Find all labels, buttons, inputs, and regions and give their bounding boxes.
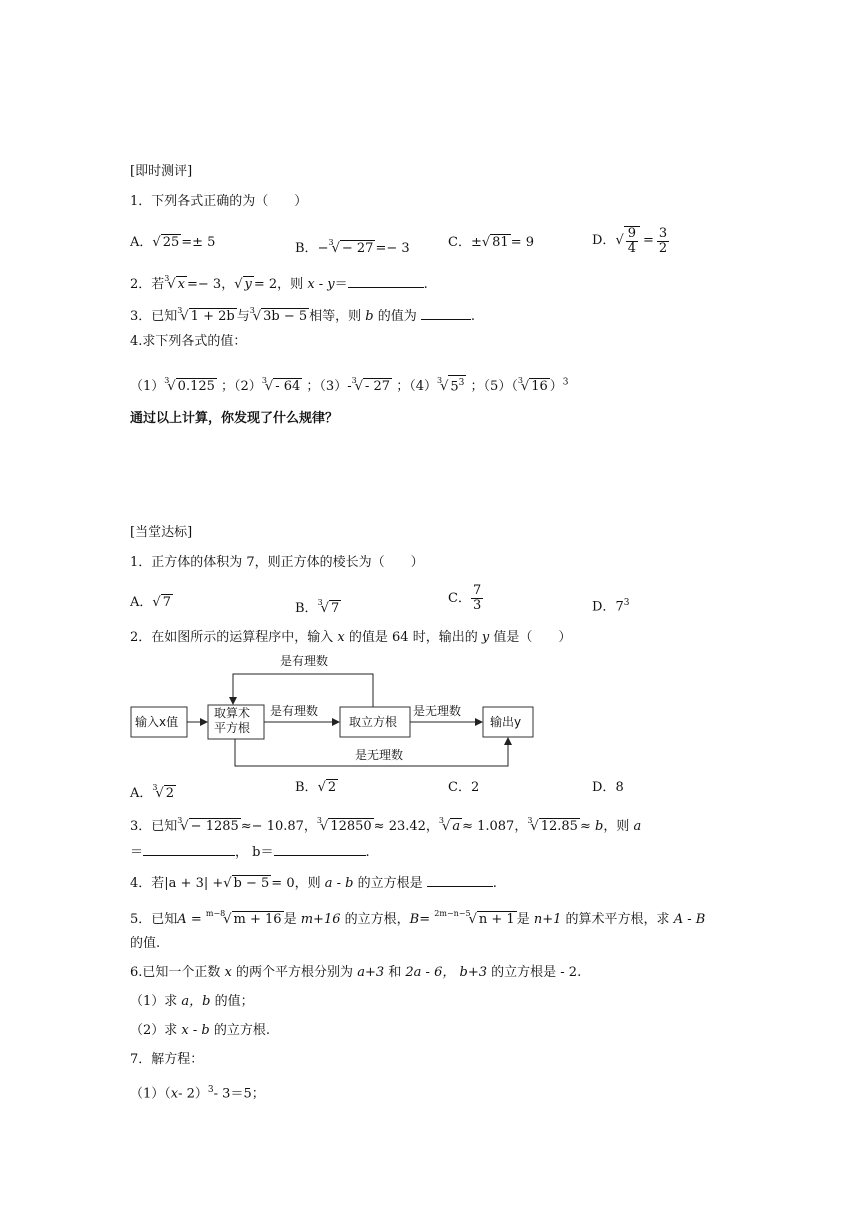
s2-q2-option-a: A．$^3$√ 2: [130, 783, 175, 801]
flow-cbrt-box: 取立方根: [349, 715, 398, 729]
option-c: C．±√ 81 = 9: [448, 235, 534, 250]
flow-sqrt-box: 取算术 平方根: [214, 706, 251, 735]
flow-label-rational-mid: 是有理数: [270, 704, 319, 718]
question-1-stem: 1．下列各式正确的为（ ）: [130, 194, 308, 209]
s2-q1-option-d: D．$7^3$: [592, 598, 630, 615]
question-3: 3．已知$^3$√ 1 + 2b 与$^3$√ 3b − 5 相等，则 b 的值为 .: [130, 306, 476, 324]
flow-label-irrational-mid: 是无理数: [413, 704, 462, 718]
section-title-class-check: [当堂达标]: [130, 525, 193, 540]
s2-question-6-stem: 6.已知一个正数 x 的两个平方根分别为 a+3 和 2a - 6， b+3 的立方根是 - 2.: [130, 965, 582, 980]
answer-blank-a[interactable]: [143, 842, 235, 856]
s2-question-1-stem: 1．正方体的体积为 7，则正方体的棱长为（ ）: [130, 555, 424, 570]
option-d: D． √ $\frac{9}{4}$ = $\frac{3}{2}$: [592, 225, 668, 256]
s2-question-6-sub2: （2）求 x - b 的立方根.: [130, 1023, 271, 1038]
s2-q2-option-b: B．√ 2: [295, 780, 337, 795]
question-4-stem: 4.求下列各式的值：: [130, 334, 247, 349]
option-a: A．√ 25 =± 5: [130, 235, 216, 250]
s2-question-7-stem: 7．解方程：: [130, 1052, 204, 1067]
answer-blank[interactable]: [348, 274, 424, 288]
s2-q1-option-b: B．$^3$√ 7: [295, 598, 340, 616]
answer-blank[interactable]: [421, 306, 471, 320]
answer-blank[interactable]: [427, 873, 493, 887]
answer-blank-b[interactable]: [274, 842, 366, 856]
question-2: 2．若$^3$√ x =− 3，√ y = 2，则 x - y＝ .: [130, 274, 428, 292]
s2-question-2-stem: 2．在如图所示的运算程序中，输入 x 的值是 64 时，输出的 y 值是（ ）: [130, 630, 572, 645]
s2-question-4: 4．若|a + 3| +√ b − 5 = 0，则 a - b 的立方根是 .: [130, 873, 497, 893]
section-title-instant-test: [即时测评]: [130, 164, 193, 179]
flow-output-box: 输出y: [490, 715, 522, 729]
s2-question-3-line2: ＝ ， b＝ .: [130, 842, 370, 862]
flowchart-lines: [125, 650, 545, 775]
s2-q2-option-c: C．2: [448, 780, 480, 795]
question-4-items: $(1)^3√$ 0.125 ；$(2)^3√ - 64$ ；（3）-$^3$√ - 27 ；$(4)^3√$ $5^3$ ；（5）（$^3$√ 16 ）$^3$: [130, 376, 569, 394]
s2-question-6-sub1: （1）求 a，b 的值；: [130, 994, 254, 1009]
s2-question-7-sub1: （1）（x- 2）$^3$- 3＝5；: [130, 1085, 265, 1102]
flow-label-rational-top: 是有理数: [280, 654, 329, 668]
s2-question-3-line1: 3．已知$^3$√ − 1285 ≈− 10.87，$^3$√ 12850 ≈ 23.42，$^3$√ a ≈ 1.087，$^3$√ 12.85 ≈ b，则 a: [130, 816, 642, 834]
flow-input-box: 输入x值: [135, 715, 179, 729]
s2-q1-option-a: A．√ 7: [130, 595, 171, 610]
option-b: B．−$^3$√ − 27 =− 3: [295, 238, 410, 256]
flow-label-irrational-bottom: 是无理数: [355, 748, 404, 762]
s2-q2-option-d: D．8: [592, 780, 624, 795]
s2-question-5-line2: 的值.: [130, 936, 161, 951]
s2-q1-option-c: C． $\frac{7}{3}$: [448, 583, 482, 613]
s2-question-5-line1: 5．已知A = $^{m-8}$√ m + 16 是 m+16 的立方根，B= $^{2m-n-5}$√ n + 1 是 n+1 的算术平方根，求 A - B: [130, 909, 706, 927]
flowchart: [125, 650, 545, 775]
pattern-question: 通过以上计算，你发现了什么规律？: [130, 411, 339, 426]
